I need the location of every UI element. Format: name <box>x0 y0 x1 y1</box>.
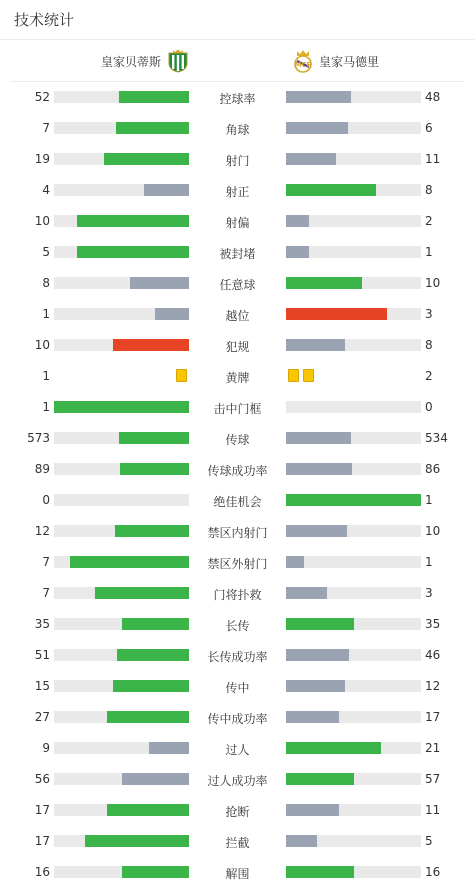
home-stat-bar-track <box>54 773 189 785</box>
stat-label: 传中成功率 <box>207 712 268 726</box>
away-stat-value: 46 <box>425 648 441 662</box>
away-stat-value: 8 <box>425 338 433 352</box>
stat-label: 长传成功率 <box>207 650 268 664</box>
stat-row <box>0 547 475 578</box>
page-title: 技术统计 <box>14 11 75 29</box>
real-betis-crest-icon <box>167 49 189 73</box>
home-stat-value: 15 <box>34 679 50 693</box>
home-stat-bar <box>95 587 190 599</box>
away-stat-value: 11 <box>425 803 441 817</box>
home-yellow-cards <box>174 369 189 382</box>
home-stat-bar <box>77 215 189 227</box>
stat-label: 传球成功率 <box>207 464 268 478</box>
away-stat-bar <box>286 277 362 289</box>
home-stat-bar <box>155 308 189 320</box>
stat-row <box>0 733 475 764</box>
home-stat-bar <box>113 680 189 692</box>
home-stat-value: 7 <box>42 121 50 135</box>
away-yellow-cards <box>286 369 316 382</box>
home-stat-value: 1 <box>42 400 50 414</box>
stat-label: 过人成功率 <box>207 774 268 788</box>
away-stat-bar <box>286 649 349 661</box>
home-stat-value: 89 <box>34 462 50 476</box>
home-stat-value: 56 <box>34 772 50 786</box>
home-stat-bar-track <box>54 215 189 227</box>
stat-label: 犯规 <box>225 340 250 354</box>
stat-label: 门将扑救 <box>213 588 262 602</box>
away-stat-value: 0 <box>425 400 433 414</box>
stat-row <box>0 392 475 423</box>
stat-label: 拦截 <box>225 836 250 850</box>
yellow-card-icon <box>288 369 299 382</box>
stat-row <box>0 144 475 175</box>
away-stat-value: 11 <box>425 152 441 166</box>
stat-row <box>0 454 475 485</box>
stat-label: 角球 <box>225 123 250 137</box>
home-team-name: 皇家贝蒂斯 <box>101 54 162 69</box>
stat-row <box>0 330 475 361</box>
stat-row <box>0 826 475 857</box>
home-stat-bar-track <box>54 680 189 692</box>
stat-row <box>0 578 475 609</box>
stat-label: 射正 <box>225 185 250 199</box>
away-stat-bar-track <box>286 432 421 444</box>
home-stat-value: 4 <box>42 183 50 197</box>
home-stat-bar <box>116 122 189 134</box>
stat-label: 过人 <box>225 743 250 757</box>
home-stat-bar-track <box>54 835 189 847</box>
away-stat-bar-track <box>286 277 421 289</box>
home-stat-bar-track <box>54 246 189 258</box>
stat-row <box>0 237 475 268</box>
home-stat-value: 35 <box>34 617 50 631</box>
away-stat-bar-track <box>286 804 421 816</box>
stat-label: 抢断 <box>225 805 250 819</box>
stat-row <box>0 609 475 640</box>
away-stat-bar-track <box>286 525 421 537</box>
stat-row <box>0 516 475 547</box>
home-stat-bar <box>115 525 189 537</box>
away-stat-bar-track <box>286 184 421 196</box>
home-stat-bar <box>113 339 189 351</box>
away-team-name: 皇家马德里 <box>319 54 380 69</box>
away-stat-bar <box>286 432 351 444</box>
home-stat-bar <box>149 742 190 754</box>
home-stat-value: 1 <box>42 369 50 383</box>
away-stat-bar <box>286 866 354 878</box>
away-stat-bar-track <box>286 866 421 878</box>
away-stat-value: 10 <box>425 524 441 538</box>
home-stat-bar-track <box>54 308 189 320</box>
away-stat-value: 6 <box>425 121 433 135</box>
home-stat-bar-track <box>54 556 189 568</box>
home-stat-bar <box>77 246 189 258</box>
away-stat-value: 2 <box>425 369 433 383</box>
away-stat-bar <box>286 184 376 196</box>
stat-label: 越位 <box>225 309 250 323</box>
home-stat-bar-track <box>54 618 189 630</box>
stat-row <box>0 795 475 826</box>
home-stat-value: 10 <box>34 338 50 352</box>
stat-label: 黄牌 <box>225 371 250 385</box>
stat-row <box>0 485 475 516</box>
home-stat-value: 12 <box>34 524 50 538</box>
home-stat-bar <box>120 463 189 475</box>
stat-label: 传球 <box>225 433 250 447</box>
home-stat-bar-track <box>54 122 189 134</box>
away-stat-bar-track <box>286 153 421 165</box>
home-stat-bar <box>130 277 189 289</box>
stat-label: 击中门框 <box>213 402 262 416</box>
away-stat-bar-track <box>286 401 421 413</box>
away-stat-value: 21 <box>425 741 441 755</box>
svg-text:MCF: MCF <box>294 61 312 69</box>
stat-label: 被封堵 <box>219 247 256 261</box>
stat-row <box>0 702 475 733</box>
yellow-card-icon <box>303 369 314 382</box>
real-madrid-crest-icon <box>292 49 314 73</box>
home-stat-value: 7 <box>42 555 50 569</box>
away-stat-value: 534 <box>425 431 448 445</box>
home-stat-bar <box>117 649 189 661</box>
away-team[interactable] <box>292 40 379 82</box>
stat-label: 解围 <box>225 867 250 881</box>
away-stat-bar-track <box>286 246 421 258</box>
away-stat-value: 8 <box>425 183 433 197</box>
home-stat-bar <box>54 401 189 413</box>
stat-label: 禁区内射门 <box>207 526 268 540</box>
away-stat-bar-track <box>286 618 421 630</box>
stat-label: 传中 <box>225 681 250 695</box>
away-stat-value: 12 <box>425 679 441 693</box>
stat-label: 绝佳机会 <box>213 495 262 509</box>
away-stat-bar <box>286 463 352 475</box>
home-stat-bar-track <box>54 277 189 289</box>
away-stat-bar <box>286 339 345 351</box>
away-stat-value: 3 <box>425 586 433 600</box>
page-header <box>0 0 475 40</box>
away-stat-bar <box>286 556 304 568</box>
away-stat-bar <box>286 680 345 692</box>
away-stat-value: 1 <box>425 555 433 569</box>
stat-row <box>0 423 475 454</box>
home-stat-bar-track <box>54 711 189 723</box>
away-stat-bar-track <box>286 649 421 661</box>
stat-row <box>0 640 475 671</box>
away-stat-value: 10 <box>425 276 441 290</box>
away-stat-value: 2 <box>425 214 433 228</box>
home-stat-bar-track <box>54 494 189 506</box>
away-stat-bar-track <box>286 463 421 475</box>
home-stat-value: 5 <box>42 245 50 259</box>
away-stat-bar-track <box>286 215 421 227</box>
home-stat-bar <box>119 91 189 103</box>
away-stat-value: 86 <box>425 462 441 476</box>
home-stat-value: 51 <box>34 648 50 662</box>
home-stat-bar-track <box>54 153 189 165</box>
away-stat-bar-track <box>286 494 421 506</box>
home-stat-bar-track <box>54 463 189 475</box>
stat-row <box>0 671 475 702</box>
home-stat-value: 17 <box>34 803 50 817</box>
home-stat-bar-track <box>54 649 189 661</box>
away-stat-value: 16 <box>425 865 441 879</box>
away-stat-bar-track <box>286 680 421 692</box>
stat-label: 射偏 <box>225 216 250 230</box>
home-stat-value: 9 <box>42 741 50 755</box>
stat-label: 射门 <box>225 154 250 168</box>
stat-row <box>0 175 475 206</box>
away-stat-bar <box>286 308 387 320</box>
home-stat-value: 17 <box>34 834 50 848</box>
home-stat-value: 7 <box>42 586 50 600</box>
away-stat-value: 17 <box>425 710 441 724</box>
stat-row <box>0 268 475 299</box>
teams-header <box>10 40 465 82</box>
away-stat-bar-track <box>286 308 421 320</box>
away-stat-bar <box>286 525 347 537</box>
home-stat-bar-track <box>54 91 189 103</box>
home-stat-bar <box>119 432 189 444</box>
home-stat-value: 1 <box>42 307 50 321</box>
stat-row <box>0 206 475 237</box>
stats-list <box>0 82 475 888</box>
home-stat-bar-track <box>54 184 189 196</box>
away-stat-bar-track <box>286 835 421 847</box>
stat-row <box>0 857 475 888</box>
away-stat-bar <box>286 835 317 847</box>
stat-row <box>0 299 475 330</box>
home-stat-bar <box>122 866 190 878</box>
home-stat-bar <box>107 804 189 816</box>
away-stat-value: 5 <box>425 834 433 848</box>
away-stat-bar <box>286 122 348 134</box>
home-stat-value: 16 <box>34 865 50 879</box>
home-stat-bar-track <box>54 401 189 413</box>
away-stat-bar <box>286 153 336 165</box>
away-stat-bar <box>286 711 339 723</box>
home-team[interactable] <box>101 40 189 82</box>
home-stat-bar-track <box>54 804 189 816</box>
stat-label: 长传 <box>225 619 250 633</box>
away-stat-value: 48 <box>425 90 441 104</box>
away-stat-value: 57 <box>425 772 441 786</box>
stat-row <box>0 82 475 113</box>
away-stat-value: 1 <box>425 493 433 507</box>
home-stat-value: 8 <box>42 276 50 290</box>
home-stat-value: 52 <box>34 90 50 104</box>
stat-row <box>0 361 475 392</box>
away-stat-value: 1 <box>425 245 433 259</box>
home-stat-bar-track <box>54 742 189 754</box>
away-stat-bar-track <box>286 122 421 134</box>
home-stat-value: 19 <box>34 152 50 166</box>
stat-label: 控球率 <box>219 92 256 106</box>
stat-label: 禁区外射门 <box>207 557 268 571</box>
away-stat-bar-track <box>286 587 421 599</box>
away-stat-bar-track <box>286 773 421 785</box>
away-stat-bar-track <box>286 711 421 723</box>
home-stat-bar <box>122 773 190 785</box>
away-stat-bar <box>286 494 421 506</box>
home-stat-bar <box>70 556 189 568</box>
away-stat-bar <box>286 618 354 630</box>
home-stat-value: 10 <box>34 214 50 228</box>
home-stat-value: 0 <box>42 493 50 507</box>
home-stat-bar <box>104 153 189 165</box>
home-stat-bar-track <box>54 866 189 878</box>
home-stat-bar-track <box>54 339 189 351</box>
stat-row <box>0 764 475 795</box>
home-stat-bar-track <box>54 587 189 599</box>
away-stat-bar-track <box>286 91 421 103</box>
away-stat-bar-track <box>286 742 421 754</box>
away-stat-bar-track <box>286 339 421 351</box>
away-stat-bar <box>286 587 327 599</box>
yellow-card-icon <box>176 369 187 382</box>
home-stat-bar <box>107 711 189 723</box>
stat-label: 任意球 <box>219 278 256 292</box>
home-stat-value: 27 <box>34 710 50 724</box>
away-stat-value: 35 <box>425 617 441 631</box>
away-stat-bar <box>286 773 354 785</box>
away-stat-bar <box>286 246 309 258</box>
away-stat-bar <box>286 742 381 754</box>
stat-row <box>0 113 475 144</box>
away-stat-bar <box>286 91 351 103</box>
away-stat-bar <box>286 215 309 227</box>
home-stat-bar <box>122 618 190 630</box>
away-stat-bar-track <box>286 556 421 568</box>
home-stat-bar-track <box>54 432 189 444</box>
home-stat-value: 573 <box>27 431 50 445</box>
home-stat-bar <box>144 184 189 196</box>
away-stat-value: 3 <box>425 307 433 321</box>
away-stat-bar <box>286 804 339 816</box>
home-stat-bar <box>85 835 189 847</box>
home-stat-bar-track <box>54 525 189 537</box>
